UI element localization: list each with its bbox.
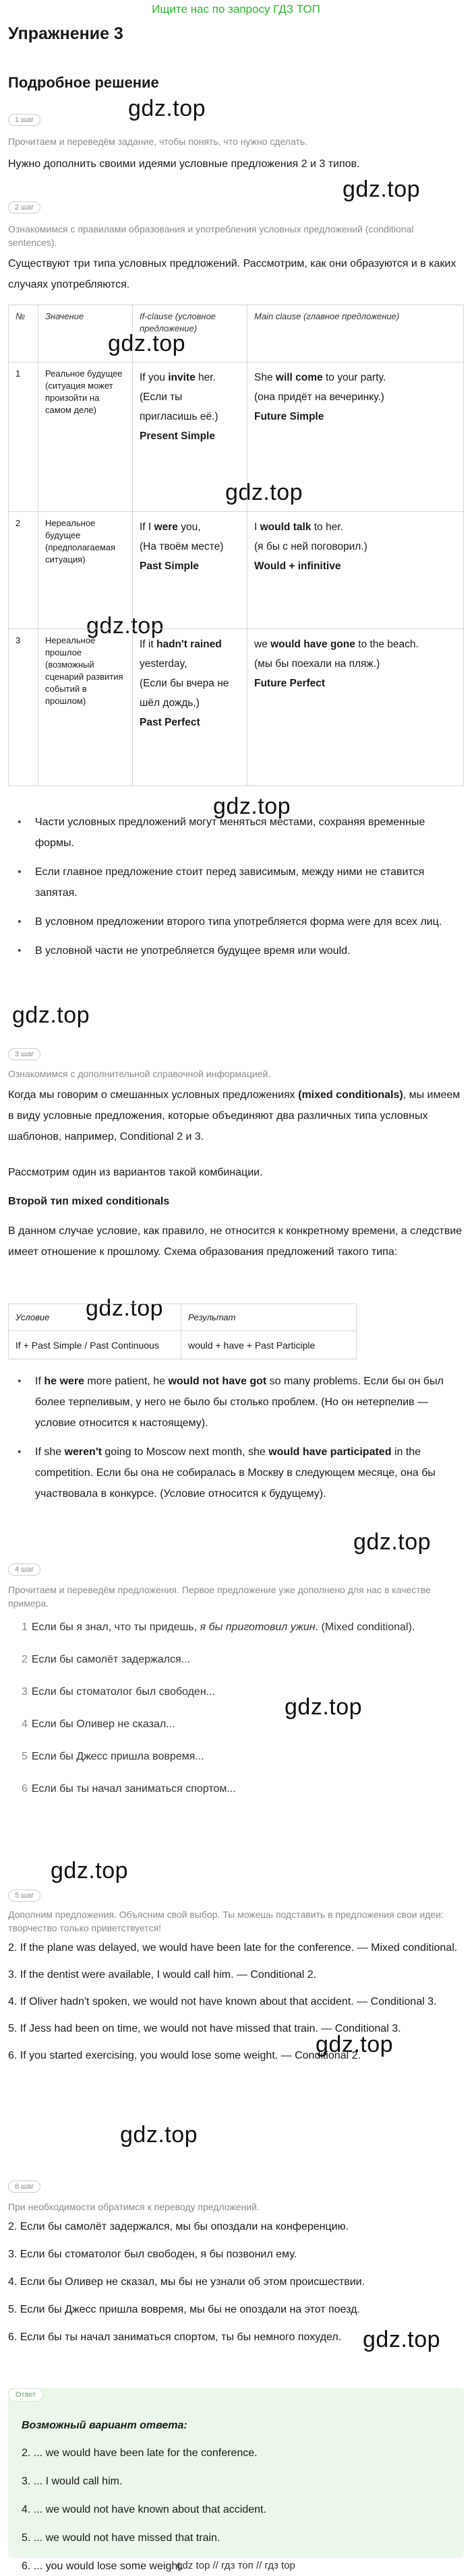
table-cell: If + Past Simple / Past Continuous xyxy=(9,1331,181,1359)
row-meaning: Нереальное будущее (предполагаемая ситуация) xyxy=(38,512,133,629)
separator: // xyxy=(212,2560,218,2571)
if-text: her. xyxy=(195,372,216,383)
if-verb: invite xyxy=(168,372,196,383)
text-span: weren't xyxy=(64,1446,102,1458)
term: (mixed conditionals) xyxy=(298,1089,403,1101)
answer-line: 2. ... we would have been late for the conference. xyxy=(22,2447,258,2459)
step-3-paragraph: Рассмотрим один из вариантов такой комбинации. xyxy=(8,1167,263,1178)
table-header: Main clause (главное предложение) xyxy=(247,305,464,362)
list-item: • В условной части не употребляется будущее время или would. xyxy=(8,940,464,961)
watermark: gdz.top xyxy=(86,613,165,639)
if-verb: hadn't rained xyxy=(156,639,222,650)
translation-line: 6. Если бы ты начал заниматься спортом, ты бы немного похудел. xyxy=(8,2331,342,2343)
text-span: going to Moscow next month, she xyxy=(101,1446,269,1458)
if-text: yesterday, xyxy=(140,658,187,670)
step-1-text: Нужно дополнить своими идеями условные предложения 2 и 3 типов. xyxy=(8,158,360,170)
main-clause xyxy=(247,362,464,512)
if-text: you, xyxy=(177,521,201,533)
subheading: Второй тип mixed conditionals xyxy=(8,1196,170,1207)
main-tense: Future Perfect xyxy=(254,678,326,689)
answer-heading: Возможный вариант ответа: xyxy=(22,2420,187,2431)
table-header: № xyxy=(9,305,38,362)
answer-badge: Ответ xyxy=(8,2388,43,2402)
watermark: gdz.top xyxy=(86,1295,164,1321)
text-span: . (Mixed conditional). xyxy=(315,1621,415,1633)
step-4-hint: Прочитаем и переведём предложения. Первое предложение уже дополнено для нас в качестве примера. xyxy=(8,1584,431,1609)
main-clause xyxy=(247,629,464,786)
item-number: 5 xyxy=(22,1751,28,1762)
footer-links xyxy=(0,2560,472,2571)
main-verb: will come xyxy=(275,372,323,383)
mixed-conditional-table xyxy=(8,1303,357,1359)
exercise-title: Упражнение 3 xyxy=(8,24,123,43)
text-span: Если бы Джесс пришла вовремя... xyxy=(31,1751,204,1762)
if-clause xyxy=(133,362,247,512)
table-row xyxy=(9,512,464,629)
table-header: Условие xyxy=(9,1304,181,1331)
watermark: gdz.top xyxy=(51,1858,129,1883)
separator: // xyxy=(256,2560,262,2571)
table-header-row xyxy=(9,1304,357,1331)
section-title: Подробное решение xyxy=(8,74,159,91)
text-span: If she xyxy=(35,1446,65,1458)
watermark: gdz.top xyxy=(353,1529,432,1555)
if-text: If I xyxy=(140,521,154,533)
conditionals-table xyxy=(8,304,464,786)
list-item xyxy=(8,1371,464,1434)
list-item xyxy=(8,1782,464,1797)
step-3-paragraph xyxy=(8,1085,464,1147)
translation-line: 4. Если бы Оливер не сказал, мы бы не узнали об этом происшествии. xyxy=(8,2276,365,2288)
main-text: to her. xyxy=(311,521,343,533)
step-6 xyxy=(8,2180,464,2193)
sentence-line: 5. If Jess had been on time, we would not have missed that train. — Conditional 3. xyxy=(8,2023,401,2034)
text-span: я бы приготовил ужин xyxy=(200,1621,316,1633)
main-text: to the beach. xyxy=(355,639,419,650)
footer-link[interactable]: gdz top xyxy=(177,2560,210,2571)
if-text: If it xyxy=(140,639,156,650)
text-span: , мы имеем в виду условные предложения, которые объединяют два различных типа условных шаблонов, например, Conditional 2 и 3. xyxy=(8,1089,461,1142)
sentence-line: 3. If the dentist were available, I would call him. — Conditional 2. xyxy=(8,1969,317,1981)
sentence-line: 2. If the plane was delayed, we would have been late for the conference. — Mixed conditional. xyxy=(8,1942,458,1954)
item-number: 2 xyxy=(22,1654,28,1665)
translation-line: 3. Если бы стоматолог был свободен, я бы позвонил ему. xyxy=(8,2249,297,2260)
list-item xyxy=(8,1442,464,1504)
sentence-line: 6. If you started exercising, you would lose some weight. — Conditional 2. xyxy=(8,2050,361,2061)
main-tense: Would + infinitive xyxy=(254,560,341,572)
if-verb: were xyxy=(154,521,178,533)
main-clause xyxy=(247,512,464,629)
if-tense: Past Simple xyxy=(140,560,199,572)
row-number: 3 xyxy=(9,629,38,786)
list-item: • Если главное предложение стоит перед зависимым, между ними не ставится запятая. xyxy=(8,862,464,903)
item-number: 6 xyxy=(22,1783,28,1795)
text-span: Если бы Оливер не сказал... xyxy=(31,1718,175,1730)
watermark: gdz.top xyxy=(120,2122,198,2148)
answer-line: 5. ... we would not have missed that train. xyxy=(22,2532,220,2544)
list-item xyxy=(8,1749,464,1764)
text-span: more patient, he xyxy=(84,1376,169,1387)
footer-link[interactable]: гдз топ xyxy=(221,2560,254,2571)
row-number: 2 xyxy=(9,512,38,629)
if-tense: Past Perfect xyxy=(140,717,200,728)
translation-line: 5. Если бы Джесс пришла вовремя, мы бы не опоздали на этот поезд. xyxy=(8,2304,360,2315)
if-clause xyxy=(133,629,247,786)
main-translation: (она придёт на вечеринку.) xyxy=(254,391,384,403)
text-span: Если бы стоматолог был свободен... xyxy=(31,1686,215,1698)
answer-content xyxy=(22,2415,453,2576)
item-number: 3 xyxy=(22,1686,28,1698)
step-2 xyxy=(8,201,464,214)
step-3 xyxy=(8,1048,464,1060)
if-translation: (Если бы вчера не шёл дождь,) xyxy=(140,678,229,709)
text-span: were xyxy=(59,1376,84,1387)
list-item xyxy=(8,1717,464,1732)
answer-line: 3. ... I would call him. xyxy=(22,2476,123,2487)
answer-line: 6. ... you would lose some weight. xyxy=(22,2561,184,2572)
step-badge: 1 шаг xyxy=(8,114,40,126)
watermark: gdz.top xyxy=(316,2032,394,2057)
step-2-intro: Существуют три типа условных предложений. Рассмотрим, как они образуются и в каких случаях употребляются. xyxy=(8,258,456,290)
table-header-row xyxy=(9,305,464,362)
main-text: we xyxy=(254,639,271,650)
if-clause xyxy=(133,512,247,629)
main-text: I xyxy=(254,521,260,533)
step-badge: 5 шаг xyxy=(8,1890,40,1902)
main-verb: would talk xyxy=(260,521,312,533)
step-badge: 6 шаг xyxy=(8,2181,40,2193)
list-item: • В условном предложении второго типа употребляется форма were для всех лиц. xyxy=(8,911,464,932)
item-number: 1 xyxy=(22,1621,28,1633)
row-meaning: Нереальное прошлое (возможный сценарий развития событий в прошлом) xyxy=(38,629,133,786)
watermark: gdz.top xyxy=(285,1694,363,1720)
step-1 xyxy=(8,113,464,126)
table-header: Результат xyxy=(181,1304,357,1331)
sentences-list xyxy=(8,1620,464,1814)
translation-line: 2. Если бы самолёт задержался, мы бы опоздали на конференцию. xyxy=(8,2221,349,2232)
step-6-hint: При необходимости обратимся к переводу предложений. xyxy=(8,2201,260,2212)
if-text: If you xyxy=(140,372,169,383)
search-hint-link[interactable]: Ищите нас по запросу ГДЗ ТОП xyxy=(152,3,320,15)
step-5 xyxy=(8,1889,464,1902)
watermark: gdz.top xyxy=(108,331,186,356)
main-translation: (я бы с ней поговорил.) xyxy=(254,541,367,552)
step-badge: 2 шаг xyxy=(8,201,40,214)
watermark: gdz.top xyxy=(343,176,421,202)
step-3-hint: Ознакомимся с дополнительной справочной информацией. xyxy=(8,1068,271,1079)
step-3-paragraph: В данном случае условие, как правило, не относится к конкретному времени, а следствие имеет отношение к прошлому. Схема образования предложений такого типа: xyxy=(8,1225,463,1258)
table-cell: would + have + Past Participle xyxy=(181,1331,357,1359)
table-header: Значение xyxy=(38,305,133,362)
text-span: Если бы самолёт задержался... xyxy=(31,1654,190,1665)
if-translation: (На твоём месте) xyxy=(140,541,224,552)
row-meaning: Реальное будущее (ситуация может произойти на самом деле) xyxy=(38,362,133,512)
rules-list xyxy=(8,812,464,969)
step-4 xyxy=(8,1563,464,1576)
text-span: so many problems. Если бы он был более терпеливым, у него не было бы столько проблем. (Но он нетерпелив — условие относится к настоящему). xyxy=(35,1376,444,1429)
list-item xyxy=(8,1652,464,1667)
main-translation: (мы бы поехали на пляж.) xyxy=(254,658,380,670)
item-number: 4 xyxy=(22,1718,28,1730)
table-row xyxy=(9,1331,357,1359)
watermark: gdz.top xyxy=(12,1002,90,1028)
step-badge: 4 шаг xyxy=(8,1564,40,1576)
watermark: gdz.top xyxy=(128,96,206,121)
main-text: She xyxy=(254,372,276,383)
watermark: gdz.top xyxy=(363,2327,441,2352)
table-header: If-clause (условное предложение) xyxy=(133,305,247,362)
answer-line: 4. ... we would not have known about that accident. xyxy=(22,2504,266,2515)
text-span: If xyxy=(35,1376,45,1387)
text-span: would have participated xyxy=(268,1446,392,1458)
row-number: 1 xyxy=(9,362,38,512)
list-item xyxy=(8,1685,464,1700)
step-5-hint: Дополним предложения. Объясним свой выбор. Ты можешь подставить в предложения свои идеи: творчество только приветствуется! xyxy=(8,1909,444,1933)
translations xyxy=(8,2216,464,2348)
text-span: Если бы я знал, что ты придешь, xyxy=(31,1621,200,1633)
step-1-hint: Прочитаем и переведём задание, чтобы понять, что нужно сделать. xyxy=(8,136,308,147)
watermark: gdz.top xyxy=(213,794,291,819)
if-tense: Present Simple xyxy=(140,430,215,442)
sentence-line: 4. If Oliver hadn't spoken, we would not have known about that accident. — Conditional 3. xyxy=(8,1996,437,2007)
main-text: to your party. xyxy=(322,372,386,383)
main-tense: Future Simple xyxy=(254,411,324,422)
if-translation: (Если ты пригласишь её.) xyxy=(140,391,218,422)
main-verb: would have gone xyxy=(270,639,355,650)
text-span: in the competition. Если бы она не собиралась в Москву в следующем месяце, она бы участвовала в конкурсе. (Условие относится к будущему). xyxy=(35,1446,436,1500)
completed-sentences xyxy=(8,1937,464,2066)
watermark: gdz.top xyxy=(225,480,303,505)
text-span: would not have got xyxy=(168,1376,267,1387)
table-row xyxy=(9,629,464,786)
step-2-hint: Ознакомимся с правилами образования и употребления условных предложений (conditional sentences). xyxy=(8,224,414,248)
text-span: he xyxy=(44,1376,60,1387)
footer-link[interactable]: гдз top xyxy=(264,2560,295,2571)
list-item xyxy=(8,1620,464,1635)
text-span: Если бы ты начал заниматься спортом... xyxy=(31,1783,236,1795)
step-badge: 3 шаг xyxy=(8,1048,40,1060)
table-row xyxy=(9,362,464,512)
examples-list xyxy=(8,1371,464,1512)
text-span: Когда мы говорим о смешанных условных предложениях xyxy=(8,1089,299,1101)
list-item: • Части условных предложений могут меняться местами, сохраняя временные формы. xyxy=(8,812,464,854)
